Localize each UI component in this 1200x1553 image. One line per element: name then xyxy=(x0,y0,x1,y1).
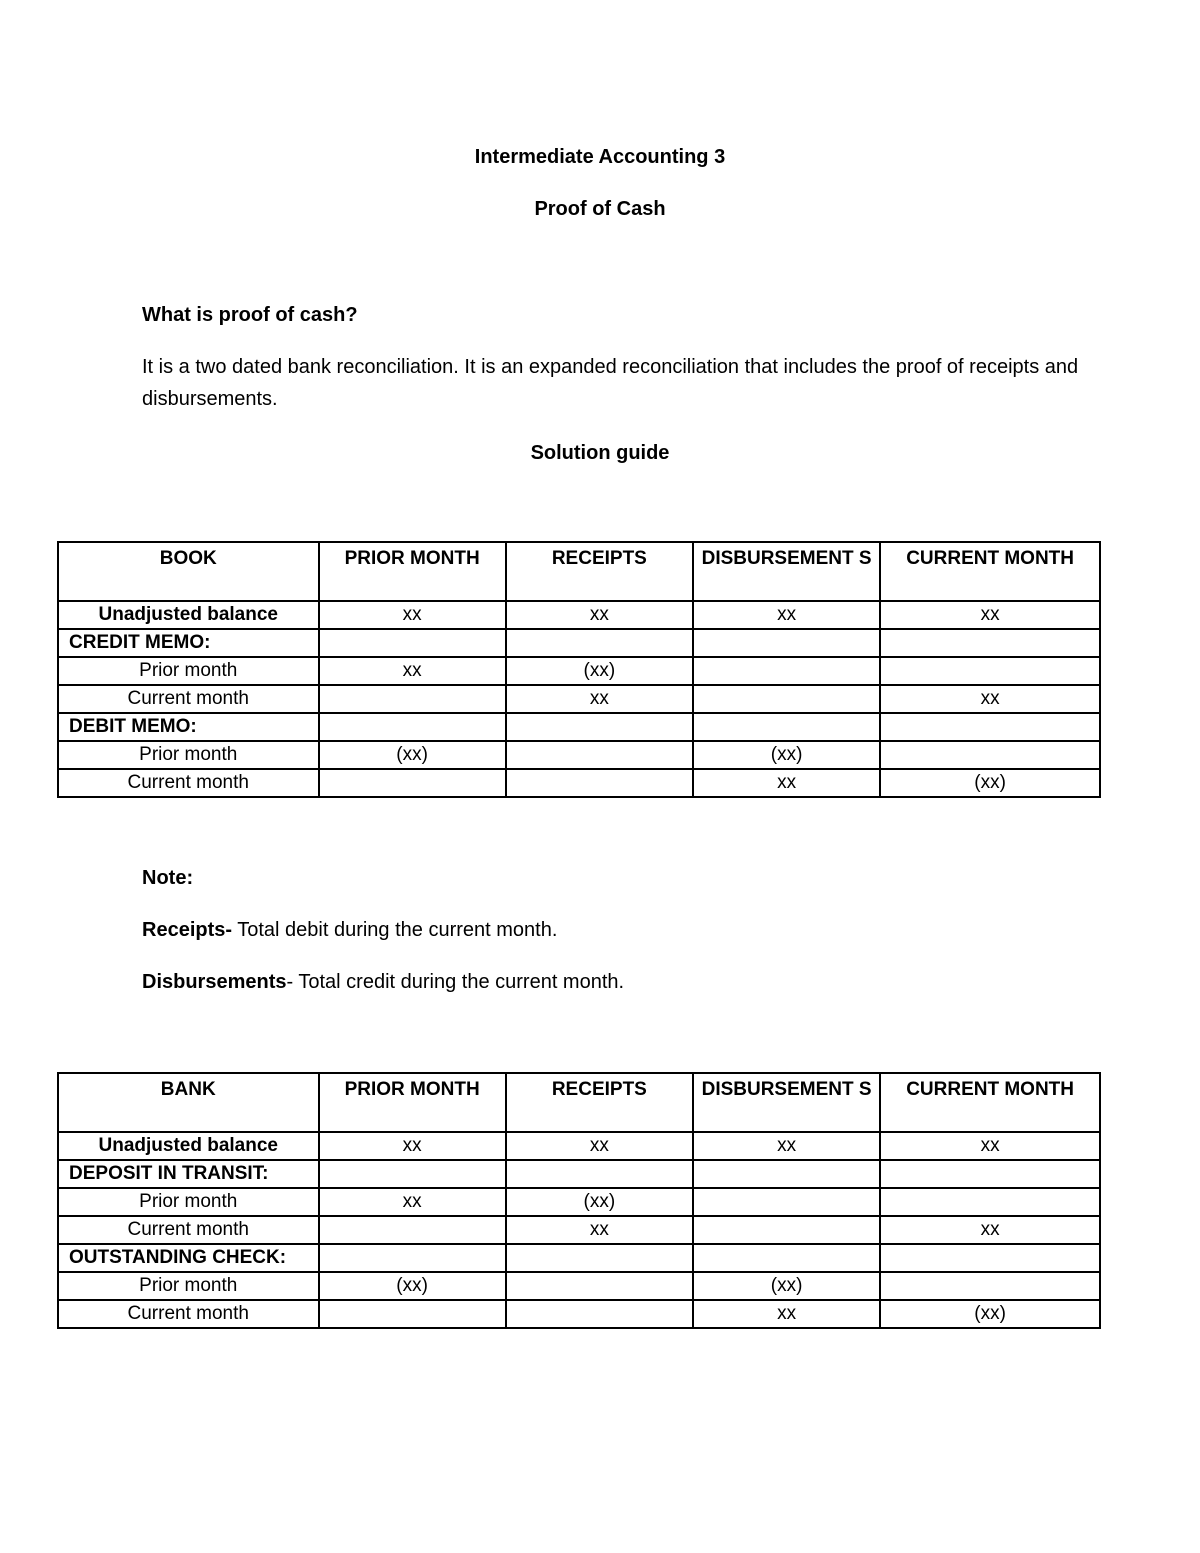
receipts-term: Receipts- xyxy=(142,919,233,941)
table-cell xyxy=(693,1244,880,1272)
table-cell: xx xyxy=(506,1132,693,1160)
table-cell xyxy=(506,741,693,769)
table-cell xyxy=(880,629,1100,657)
header-cell: DISBURSEMENT S xyxy=(693,542,880,601)
table-cell xyxy=(880,1244,1100,1272)
row-label: Prior month xyxy=(58,741,319,769)
table-row xyxy=(58,629,1100,657)
table-cell: xx xyxy=(506,1216,693,1244)
table-row xyxy=(58,601,1100,629)
table-cell xyxy=(319,769,506,797)
note-heading: Note: xyxy=(142,867,194,889)
table-cell xyxy=(319,629,506,657)
table-cell: (xx) xyxy=(880,769,1100,797)
header-cell: PRIOR MONTH xyxy=(319,542,506,601)
table-cell xyxy=(506,1272,693,1300)
header-cell: BANK xyxy=(58,1073,319,1132)
table-cell: xx xyxy=(319,1188,506,1216)
section-label: OUTSTANDING CHECK: xyxy=(58,1244,319,1272)
table-cell xyxy=(319,1216,506,1244)
header-cell: PRIOR MONTH xyxy=(319,1073,506,1132)
row-label: Unadjusted balance xyxy=(58,1132,319,1160)
book-table-header xyxy=(58,542,1100,601)
disbursements-definition: - Total credit during the current month. xyxy=(286,971,625,993)
table-cell xyxy=(319,1300,506,1328)
table-row xyxy=(58,1188,1100,1216)
bank-table-header xyxy=(58,1073,1100,1132)
row-label: Current month xyxy=(58,685,319,713)
table-cell: (xx) xyxy=(319,1272,506,1300)
table-row xyxy=(58,1160,1100,1188)
bank-table xyxy=(57,1072,1101,1329)
table-row xyxy=(58,685,1100,713)
table-cell: xx xyxy=(319,657,506,685)
table-cell: (xx) xyxy=(506,1188,693,1216)
note-disbursements xyxy=(142,966,1082,998)
table-cell xyxy=(693,713,880,741)
table-cell: xx xyxy=(506,601,693,629)
document-title: Intermediate Accounting 3 xyxy=(474,146,726,168)
table-cell: (xx) xyxy=(693,1272,880,1300)
table-row xyxy=(58,1300,1100,1328)
table-cell: xx xyxy=(880,685,1100,713)
row-label: Current month xyxy=(58,769,319,797)
table-cell xyxy=(693,629,880,657)
table-cell xyxy=(693,1160,880,1188)
table-cell xyxy=(880,713,1100,741)
table-row xyxy=(58,713,1100,741)
table-row xyxy=(58,1244,1100,1272)
table-cell xyxy=(319,713,506,741)
document-subtitle: Proof of Cash xyxy=(534,198,666,220)
table-cell: xx xyxy=(319,601,506,629)
table-cell xyxy=(880,1272,1100,1300)
table-cell xyxy=(506,1300,693,1328)
table-cell: (xx) xyxy=(880,1300,1100,1328)
disbursements-term: Disbursements xyxy=(142,971,287,993)
table-row xyxy=(58,1132,1100,1160)
book-table xyxy=(57,541,1101,798)
question-heading: What is proof of cash? xyxy=(142,304,358,326)
table-cell: xx xyxy=(693,769,880,797)
header-cell: CURRENT MONTH xyxy=(880,1073,1100,1132)
header-cell: CURRENT MONTH xyxy=(880,542,1100,601)
table-cell xyxy=(319,1160,506,1188)
table-row xyxy=(58,657,1100,685)
table-cell xyxy=(693,1216,880,1244)
table-cell: xx xyxy=(693,1132,880,1160)
row-label: Prior month xyxy=(58,657,319,685)
table-row xyxy=(58,1216,1100,1244)
table-cell: xx xyxy=(880,1216,1100,1244)
table-cell xyxy=(506,769,693,797)
table-cell xyxy=(880,1160,1100,1188)
table-cell xyxy=(506,1244,693,1272)
table-cell xyxy=(319,1244,506,1272)
header-cell: DISBURSEMENT S xyxy=(693,1073,880,1132)
table-cell: xx xyxy=(319,1132,506,1160)
solution-guide-heading: Solution guide xyxy=(530,442,670,464)
table-cell: (xx) xyxy=(693,741,880,769)
table-cell: xx xyxy=(693,1300,880,1328)
table-row xyxy=(58,741,1100,769)
note-receipts xyxy=(142,914,1082,946)
row-label: Current month xyxy=(58,1216,319,1244)
header-cell: RECEIPTS xyxy=(506,542,693,601)
row-label: Current month xyxy=(58,1300,319,1328)
table-cell: xx xyxy=(880,601,1100,629)
table-cell: (xx) xyxy=(506,657,693,685)
row-label: Prior month xyxy=(58,1272,319,1300)
table-cell xyxy=(319,685,506,713)
section-label: CREDIT MEMO: xyxy=(58,629,319,657)
row-label: Prior month xyxy=(58,1188,319,1216)
header-cell: RECEIPTS xyxy=(506,1073,693,1132)
table-cell xyxy=(506,713,693,741)
table-row xyxy=(58,769,1100,797)
table-cell xyxy=(880,657,1100,685)
answer-paragraph: It is a two dated bank reconciliation. It is an expanded reconciliation that includes the proof of receipts and disbursements. xyxy=(142,356,1079,410)
table-row xyxy=(58,1272,1100,1300)
section-label: DEBIT MEMO: xyxy=(58,713,319,741)
table-cell xyxy=(693,657,880,685)
table-cell xyxy=(693,1188,880,1216)
section-label: DEPOSIT IN TRANSIT: xyxy=(58,1160,319,1188)
table-cell: xx xyxy=(506,685,693,713)
header-cell: BOOK xyxy=(58,542,319,601)
table-cell xyxy=(506,1160,693,1188)
table-cell xyxy=(880,741,1100,769)
row-label: Unadjusted balance xyxy=(58,601,319,629)
table-cell xyxy=(693,685,880,713)
receipts-definition: Total debit during the current month. xyxy=(232,919,558,941)
table-cell xyxy=(506,629,693,657)
table-cell: (xx) xyxy=(319,741,506,769)
table-cell xyxy=(880,1188,1100,1216)
table-cell: xx xyxy=(880,1132,1100,1160)
table-cell: xx xyxy=(693,601,880,629)
